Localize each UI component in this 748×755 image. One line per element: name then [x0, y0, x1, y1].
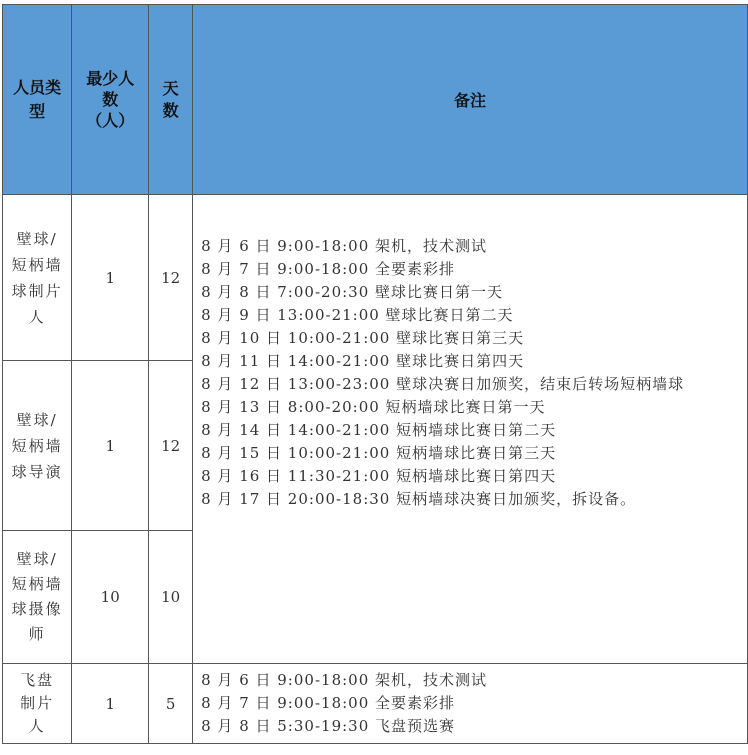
staffing-table: [2, 4, 748, 744]
header-remarks: [193, 5, 748, 195]
row-days: 12: [149, 195, 193, 361]
remark-line: 8 月 6 日 9:00-18:00 架机，技术测试: [201, 671, 488, 689]
row-type: [3, 361, 72, 531]
remark-line: 8 月 7 日 9:00-18:00 全要素彩排: [201, 694, 456, 712]
header-min-people: [72, 5, 149, 195]
remark-line: 8 月 11 日 14:00-21:00 壁球比赛日第四天: [201, 352, 525, 370]
header-remarks-label: 备注: [454, 91, 487, 110]
remark-line: 8 月 6 日 9:00-18:00 架机，技术测试: [201, 237, 488, 255]
remark-line: 8 月 14 日 14:00-21:00 短柄墙球比赛日第二天: [201, 421, 557, 439]
header-row: [3, 5, 748, 195]
remark-line: 8 月 7 日 9:00-18:00 全要素彩排: [201, 260, 456, 278]
remark-line: 8 月 9 日 13:00-21:00 壁球比赛日第二天: [201, 306, 514, 324]
remarks-cell-group1: [193, 195, 748, 664]
row-days: 5: [149, 664, 193, 744]
row-days: 10: [149, 531, 193, 664]
remark-line: 8 月 12 日 13:00-23:00 壁球决赛日加颁奖，结束后转场短柄墙球: [201, 375, 685, 393]
row-type: [3, 664, 72, 744]
remarks-list: [201, 669, 743, 738]
row-type: [3, 195, 72, 361]
row-type: [3, 531, 72, 664]
row-min-people: 1: [72, 664, 149, 744]
remark-line: 8 月 17 日 20:00-18:30 短柄墙球决赛日加颁奖，拆设备。: [201, 490, 637, 508]
header-type: [3, 5, 72, 195]
row-type-label: 壁球/短柄墙球摄像师: [11, 550, 63, 643]
remark-line: 8 月 13 日 8:00-20:00 短柄墙球比赛日第一天: [201, 398, 546, 416]
row-min-people: 10: [72, 531, 149, 664]
remarks-list: [201, 235, 743, 511]
row-type-label: 壁球/短柄墙球导演: [11, 410, 63, 481]
table-row: [3, 195, 748, 361]
row-days: 12: [149, 361, 193, 531]
remarks-cell-group2: [193, 664, 748, 744]
remark-line: 8 月 8 日 7:00-20:30 壁球比赛日第一天: [201, 283, 504, 301]
remark-line: 8 月 8 日 5:30-19:30 飞盘预选赛: [201, 717, 456, 735]
header-days: [149, 5, 193, 195]
row-type-label: 飞盘制片人: [20, 671, 55, 735]
remark-line: 8 月 10 日 10:00-21:00 壁球比赛日第三天: [201, 329, 525, 347]
remark-line: 8 月 15 日 10:00-21:00 短柄墙球比赛日第三天: [201, 444, 557, 462]
table-row: [3, 664, 748, 744]
header-days-label: 天数: [162, 78, 179, 120]
row-type-label: 壁球/短柄墙球制片人: [11, 229, 63, 326]
row-min-people: 1: [72, 361, 149, 531]
header-type-label: 人员类型: [13, 77, 62, 121]
remark-line: 8 月 16 日 11:30-21:00 短柄墙球比赛日第四天: [201, 467, 557, 485]
header-min-people-label: 最少人数（人）: [86, 69, 135, 130]
row-min-people: 1: [72, 195, 149, 361]
